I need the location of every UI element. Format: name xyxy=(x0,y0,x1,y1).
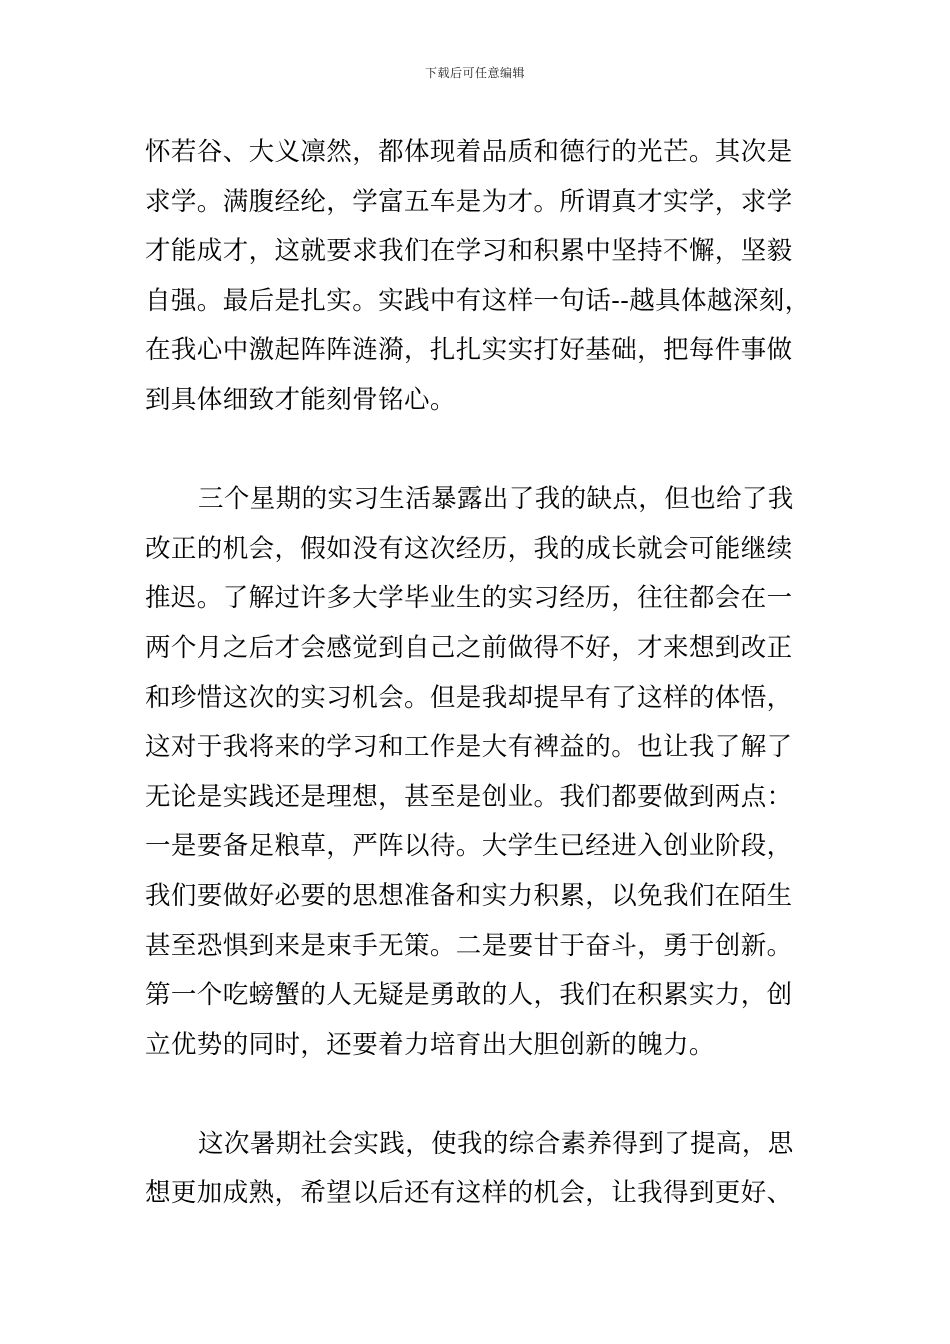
text-line: 改正的机会，假如没有这次经历，我的成长就会可能继续 xyxy=(145,533,793,564)
text-line: 无论是实践还是理想，甚至是创业。我们都要做到两点： xyxy=(145,781,793,812)
text-line: 和珍惜这次的实习机会。但是我却提早有了这样的体悟， xyxy=(145,682,793,713)
text-line: 推迟。了解过许多大学毕业生的实习经历，往往都会在一 xyxy=(145,583,793,614)
paragraph xyxy=(145,128,825,426)
text-line: 到具体细致才能刻骨铭心。 xyxy=(145,384,456,415)
text-line: 自强。最后是扎实。实践中有这样一句话--越具体越深刻， xyxy=(145,285,811,316)
text-line: 甚至恐惧到来是束手无策。二是要甘于奋斗，勇于创新。 xyxy=(145,930,793,961)
text-line: 这次暑期社会实践，使我的综合素养得到了提高，思 xyxy=(198,1128,794,1159)
text-line: 才能成才，这就要求我们在学习和积累中坚持不懈，坚毅 xyxy=(145,236,793,267)
text-line: 立优势的同时，还要着力培育出大胆创新的魄力。 xyxy=(145,1029,715,1060)
text-line: 想更加成熟，希望以后还有这样的机会，让我得到更好、 xyxy=(145,1178,793,1209)
text-line: 两个月之后才会感觉到自己之前做得不好，才来想到改正 xyxy=(145,632,793,663)
page-header: 下载后可任意编辑 xyxy=(424,66,525,80)
paragraph-gap xyxy=(145,1070,825,1120)
body-text xyxy=(145,128,825,1219)
text-line: 在我心中激起阵阵涟漪，扎扎实实打好基础，把每件事做 xyxy=(145,335,793,366)
text-line: 求学。满腹经纶，学富五车是为才。所谓真才实学，求学 xyxy=(145,186,793,217)
text-line: 第一个吃螃蟹的人无疑是勇敢的人，我们在积累实力，创 xyxy=(145,980,793,1011)
text-line: 这对于我将来的学习和工作是大有裨益的。也让我了解了 xyxy=(145,732,793,763)
text-line: 一是要备足粮草，严阵以待。大学生已经进入创业阶段， xyxy=(145,831,793,862)
text-line: 怀若谷、大义凛然，都体现着品质和德行的光芒。其次是 xyxy=(145,137,793,167)
paragraph-gap xyxy=(145,426,825,476)
text-line: 我们要做好必要的思想准备和实力积累，以免我们在陌生 xyxy=(145,880,793,911)
paragraph xyxy=(145,475,825,1070)
text-line: 三个星期的实习生活暴露出了我的缺点，但也给了我 xyxy=(198,484,794,515)
paragraph xyxy=(145,1120,825,1219)
